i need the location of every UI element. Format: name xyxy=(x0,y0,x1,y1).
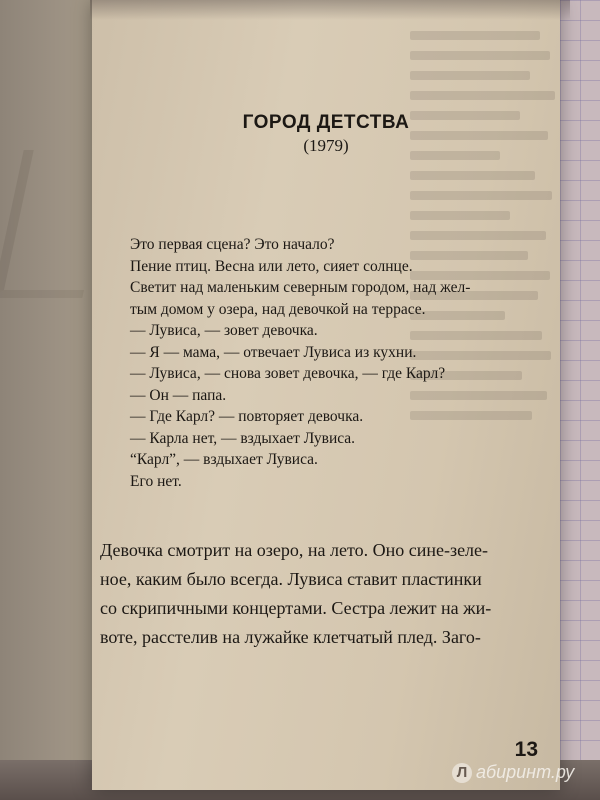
watermark xyxy=(452,762,574,783)
prose-line: со скрипичными концертами. Сестра лежит на жи- xyxy=(100,598,492,618)
verse-line: — Он — папа. xyxy=(130,386,227,404)
verse-line: Это первая сцена? Это начало? xyxy=(130,236,335,253)
background-left xyxy=(0,0,95,800)
top-shadow xyxy=(90,0,570,20)
book-page xyxy=(92,0,560,790)
verse-line: Его нет. xyxy=(130,472,182,490)
watermark-text: абиринт.ру xyxy=(476,762,575,782)
chapter-title: ГОРОД ДЕТСТВА xyxy=(242,112,410,133)
prose-line: Девочка смотрит на озеро, на лето. Оно сине-зеле- xyxy=(100,540,489,560)
verse-line: Светит над маленьким северным городом, над жел- xyxy=(130,279,471,296)
prose-line: ное, каким было всегда. Лувиса ставит пластинки xyxy=(100,569,482,589)
verse-line: — Лувиса, — снова зовет девочка, — где Карл? xyxy=(130,365,446,382)
verse-line: — Где Карл? — повторяет девочка. xyxy=(130,408,364,425)
labirint-logo-icon: Л xyxy=(452,763,472,783)
prose-line: воте, расстелив на лужайке клетчатый плед. Заго- xyxy=(100,627,481,647)
page-number: 13 xyxy=(514,738,538,761)
verse-line: Пение птиц. Весна или лето, сияет солнце. xyxy=(130,257,413,275)
verse-line: “Карл”, — вздыхает Лувиса. xyxy=(130,451,318,468)
verse-line: — Лувиса, — зовет девочка. xyxy=(130,322,318,339)
verse-line: — Карла нет, — вздыхает Лувиса. xyxy=(130,429,356,447)
verse-line: тым домом у озера, над девочкой на террасе. xyxy=(130,300,426,318)
chapter-year: (1979) xyxy=(303,136,349,155)
verse-block xyxy=(130,234,530,492)
prose-block xyxy=(100,536,570,652)
verse-line: — Я — мама, — отвечает Лувиса из кухни. xyxy=(130,343,417,361)
